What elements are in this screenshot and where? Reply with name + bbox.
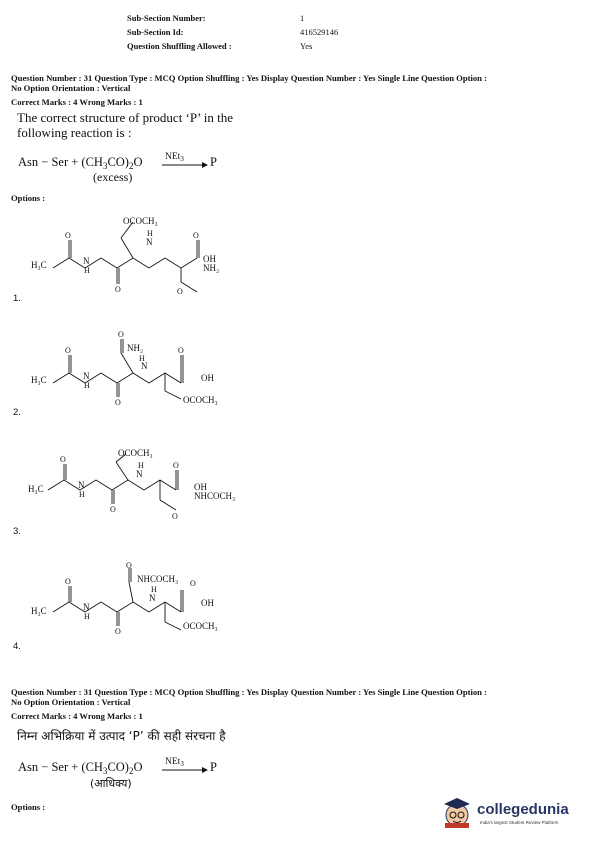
- option-1-number: 1.: [13, 293, 21, 304]
- svg-text:H: H: [84, 266, 90, 275]
- svg-text:O: O: [177, 287, 183, 296]
- logo-tagline: India's largest Student Review Platform: [480, 820, 559, 825]
- svg-text:N: N: [149, 593, 156, 603]
- svg-text:H: H: [84, 612, 90, 621]
- svg-text:O: O: [110, 505, 116, 514]
- svg-text:O: O: [65, 346, 71, 355]
- svg-text:H: H: [79, 490, 85, 499]
- reaction-equation: Asn − Ser + $(CH_3CO)_2O$: [18, 155, 143, 171]
- reaction-arrow-hindi: [160, 765, 210, 775]
- svg-text:N: N: [136, 469, 143, 479]
- svg-text:H: H: [151, 585, 157, 594]
- svg-text:OH: OH: [201, 598, 214, 608]
- option-4-structure[interactable]: [25, 560, 285, 640]
- product-label: P: [210, 155, 217, 169]
- svg-text:O: O: [126, 561, 132, 570]
- mascot-icon: [440, 795, 474, 829]
- subsection-number-value: 1: [300, 13, 305, 23]
- svg-text:N: N: [83, 256, 90, 266]
- excess-note: (excess): [93, 170, 133, 184]
- svg-text:OH: OH: [203, 254, 216, 264]
- svg-text:H₃C: H₃C: [31, 606, 47, 616]
- subsection-number-label: Sub-Section Number:: [127, 13, 206, 23]
- svg-text:O: O: [65, 231, 71, 240]
- svg-text:H: H: [138, 461, 144, 470]
- h3c-label: H₃C: [31, 260, 47, 270]
- sidechain-label: OCOCH₃: [123, 216, 158, 226]
- svg-text:O: O: [115, 285, 121, 294]
- reagent-label-hindi: NEt$_3$: [165, 757, 184, 768]
- option-2-structure[interactable]: [25, 325, 285, 410]
- svg-text:N: N: [83, 602, 90, 612]
- option-3-structure[interactable]: [20, 440, 280, 525]
- svg-text:OH: OH: [201, 373, 214, 383]
- option-1-structure[interactable]: [25, 210, 285, 300]
- shuffle-value: Yes: [300, 41, 313, 51]
- svg-text:O: O: [172, 512, 178, 521]
- shuffle-label: Question Shuffling Allowed :: [127, 41, 232, 51]
- svg-text:OH: OH: [194, 482, 207, 492]
- marks-info: Correct Marks : 4 Wrong Marks : 1: [11, 97, 143, 107]
- marks-info-hindi: Correct Marks : 4 Wrong Marks : 1: [11, 711, 143, 721]
- logo-name: collegedunia: [477, 801, 569, 818]
- question-text: The correct structure of product ‘P’ in the following reaction is :: [17, 110, 233, 140]
- svg-text:O: O: [173, 461, 179, 470]
- svg-text:O: O: [193, 231, 199, 240]
- option-3-number: 3.: [13, 526, 21, 537]
- svg-text:H: H: [84, 381, 90, 390]
- sidechain-label: NH₂: [127, 343, 144, 353]
- collegedunia-logo[interactable]: [440, 795, 590, 831]
- reaction-equation-hindi: Asn − Ser + $(CH_3CO)_2O$: [18, 760, 143, 776]
- subsection-id-label: Sub-Section Id:: [127, 27, 184, 37]
- svg-text:O: O: [60, 455, 66, 464]
- options-label-hindi: Options :: [11, 802, 46, 812]
- svg-text:O: O: [65, 577, 71, 586]
- option-2-number: 2.: [13, 407, 21, 418]
- svg-text:N: N: [146, 237, 153, 247]
- excess-note-hindi: (आधिक्य): [90, 777, 132, 790]
- svg-text:N: N: [83, 371, 90, 381]
- product-label-hindi: P: [210, 760, 217, 774]
- svg-text:NHCOCH₃: NHCOCH₃: [194, 491, 236, 501]
- svg-text:O: O: [118, 330, 124, 339]
- svg-text:H₃C: H₃C: [28, 484, 44, 494]
- svg-text:O: O: [115, 398, 121, 407]
- svg-text:OCOCH₃: OCOCH₃: [183, 621, 218, 631]
- options-label: Options :: [11, 193, 46, 203]
- svg-text:H: H: [139, 354, 145, 363]
- svg-text:O: O: [178, 346, 184, 355]
- svg-text:N: N: [78, 480, 85, 490]
- question-text-hindi: निम्न अभिक्रिया में उत्पाद ‘P’ की सही संरचना है: [17, 729, 226, 743]
- reagent-label: NEt$_3$: [165, 152, 184, 163]
- sidechain-label: NHCOCH₃: [137, 574, 179, 584]
- sidechain-label: OCOCH₃: [118, 448, 153, 458]
- svg-text:O: O: [115, 627, 121, 636]
- svg-text:OCOCH₃: OCOCH₃: [183, 395, 218, 405]
- svg-text:H₃C: H₃C: [31, 375, 47, 385]
- reaction-arrow: [160, 160, 210, 170]
- svg-text:O: O: [190, 579, 196, 588]
- subsection-id-value: 416529146: [300, 27, 339, 37]
- question-header: Question Number : 31 Question Type : MCQ Option Shuffling : Yes Display Question Number : Yes Single Line Question Option : No Option Orientation : Vertical: [11, 73, 487, 93]
- svg-text:N: N: [141, 361, 148, 371]
- svg-text:H: H: [147, 229, 153, 238]
- option-4-number: 4.: [13, 641, 21, 652]
- question-header-hindi: Question Number : 31 Question Type : MCQ Option Shuffling : Yes Display Question Number : Yes Single Line Question Option : No Option Orientation : Vertical: [11, 687, 487, 707]
- svg-text:NH₂: NH₂: [203, 263, 220, 273]
